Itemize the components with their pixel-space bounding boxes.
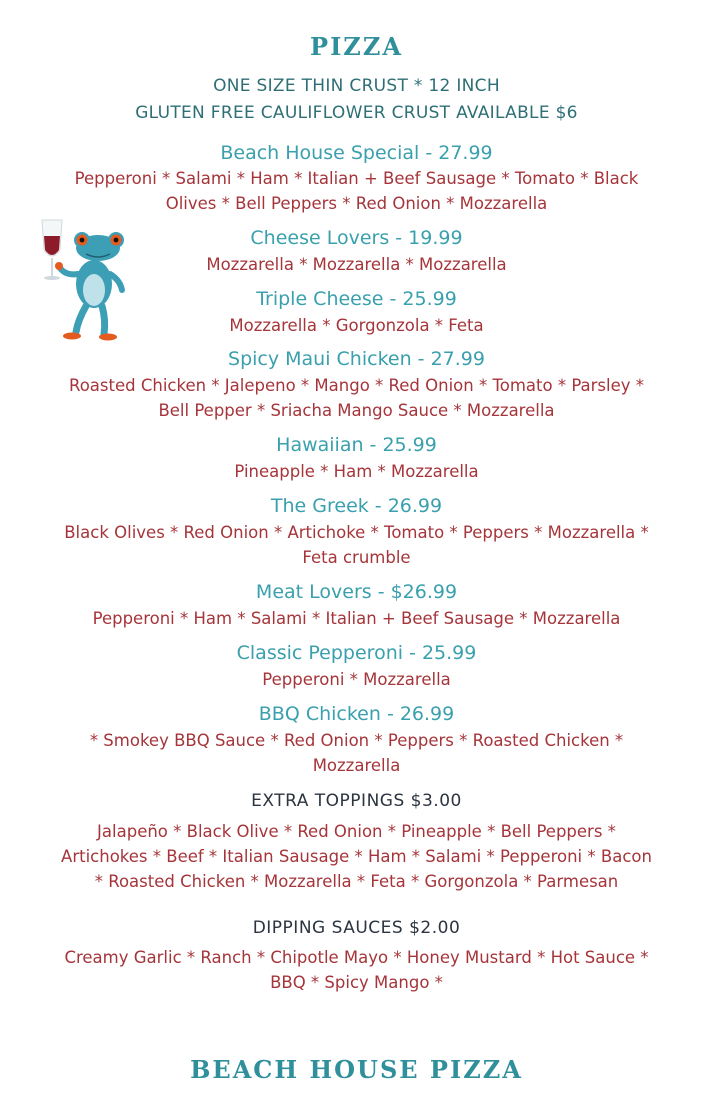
extra-toppings-title: EXTRA TOPPINGS $3.00 (251, 791, 462, 811)
item-name: Spicy Maui Chicken - 27.99 (228, 348, 485, 370)
item-ingredients: Mozzarella * Mozzarella * Mozzarella (206, 255, 507, 274)
item-ingredients: Mozzarella * Gorgonzola * Feta (229, 316, 484, 335)
footer-brand: BEACH HOUSE PIZZA (190, 1055, 523, 1084)
item-name: Beach House Special - 27.99 (220, 142, 493, 164)
item-ingredients: Roasted Chicken * Jalepeno * Mango * Red Onion * Tomato * Parsley * (68, 376, 645, 395)
item-ingredients: Feta crumble (302, 548, 411, 567)
item-ingredients: Mozzarella (312, 756, 401, 775)
extra-toppings-list: Artichokes * Beef * Italian Sausage * Ham * Salami * Pepperoni * Bacon (61, 847, 652, 866)
extra-toppings-list: * Roasted Chicken * Mozzarella * Feta * Gorgonzola * Parmesan (94, 872, 619, 891)
item-ingredients: Olives * Bell Peppers * Red Onion * Mozzarella (165, 194, 548, 213)
item-ingredients: Pepperoni * Salami * Ham * Italian + Beef Sausage * Tomato * Black (74, 169, 639, 188)
item-name: The Greek - 26.99 (270, 495, 443, 517)
item-name: Meat Lovers - $26.99 (255, 581, 458, 603)
dipping-sauces-list: Creamy Garlic * Ranch * Chipotle Mayo * Honey Mustard * Hot Sauce * (64, 948, 649, 967)
item-ingredients: * Smokey BBQ Sauce * Red Onion * Peppers * Roasted Chicken * (89, 731, 624, 750)
item-ingredients: Pepperoni * Mozzarella (262, 670, 451, 689)
dipping-sauces-title: DIPPING SAUCES $2.00 (252, 918, 461, 938)
item-name: BBQ Chicken - 26.99 (258, 703, 455, 725)
item-ingredients: Pepperoni * Ham * Salami * Italian + Beef Sausage * Mozzarella (92, 609, 621, 628)
dipping-sauces-list: BBQ * Spicy Mango * (270, 973, 443, 992)
item-ingredients: Pineapple * Ham * Mozzarella (234, 462, 479, 481)
extra-toppings-list: Jalapeño * Black Olive * Red Onion * Pineapple * Bell Peppers * (97, 822, 616, 841)
item-name: Cheese Lovers - 19.99 (250, 227, 463, 249)
item-ingredients: Bell Pepper * Sriacha Mango Sauce * Mozzarella (158, 401, 555, 420)
item-ingredients: Black Olives * Red Onion * Artichoke * Tomato * Peppers * Mozzarella * (64, 523, 649, 542)
gluten-free-info: GLUTEN FREE CAULIFLOWER CRUST AVAILABLE $6 (135, 103, 578, 123)
item-name: Hawaiian - 25.99 (276, 434, 437, 456)
menu-title: PIZZA (310, 32, 403, 61)
item-name: Classic Pepperoni - 25.99 (236, 642, 477, 664)
item-name: Triple Cheese - 25.99 (256, 288, 457, 310)
crust-info: ONE SIZE THIN CRUST * 12 INCH (213, 76, 500, 96)
